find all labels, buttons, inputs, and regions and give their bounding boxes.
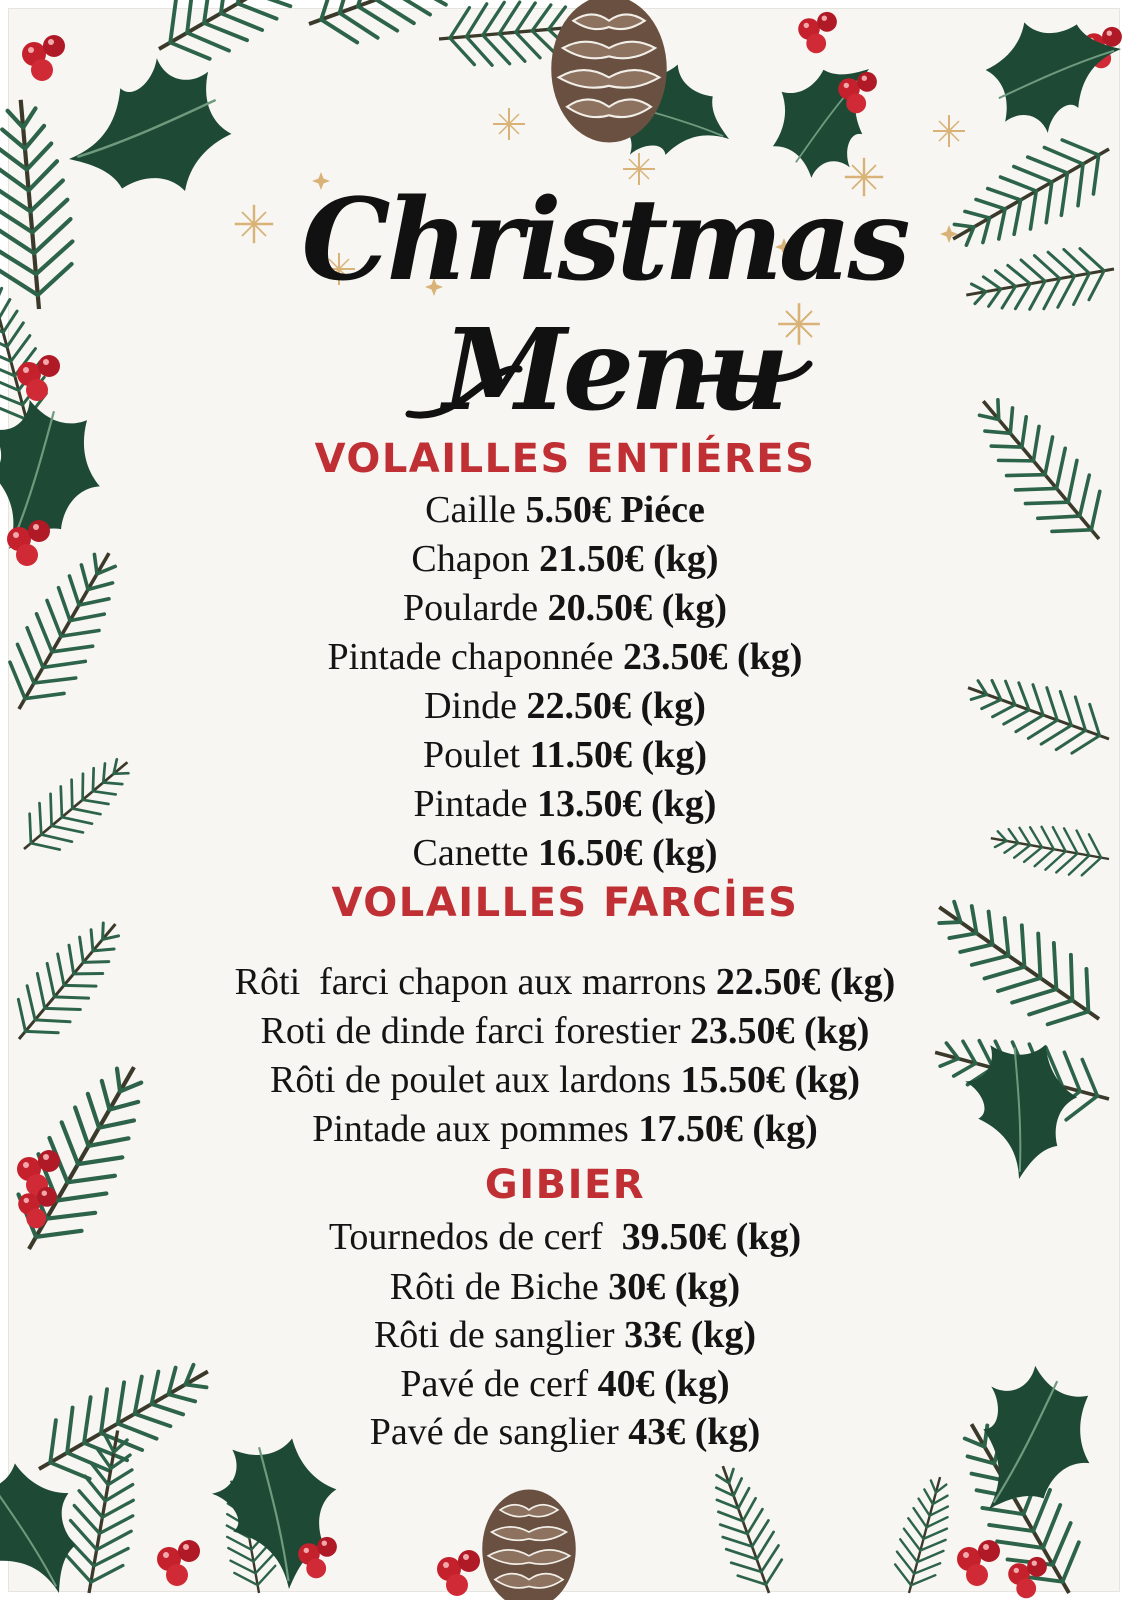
item-price: 40€ (kg) [597,1363,730,1405]
item-price: 21.50€ (kg) [539,538,719,580]
item-name: Rôti de poulet aux lardons [270,1059,681,1101]
item-name: Roti de dinde farci forestier [260,1010,690,1052]
menu-item [9,830,1121,876]
item-price: 15.50€ (kg) [680,1059,860,1101]
item-name: Rôti farci chapon aux marrons [234,961,716,1003]
item-price: 11.50€ (kg) [529,734,707,776]
item-price: 5.50€ Piéce [525,489,705,531]
menu-item [9,634,1121,680]
item-name: Chapon [411,538,540,580]
item-price: 39.50€ (kg) [621,1216,802,1258]
item-name: Pavé de sanglier [369,1411,629,1453]
item-name: Tournedos de cerf [328,1216,622,1258]
section-title-gibier: GIBIER [484,1162,646,1208]
item-price: 23.50€ (kg) [623,636,803,678]
menu-body [9,9,1121,1593]
item-name: Pintade [413,783,538,825]
item-name: Dinde [424,685,527,727]
item-price: 23.50€ (kg) [690,1010,870,1052]
item-name: Pavé de cerf [400,1363,598,1405]
menu-item [9,683,1121,729]
section-title-volailles-entieres: VOLAILLES ENTIÉRES [314,436,816,482]
menu-item [9,1008,1121,1054]
menu-item [9,536,1121,582]
item-name: Pintade aux pommes [312,1108,639,1150]
menu-item [9,1264,1121,1310]
item-name: Rôti de sanglier [373,1314,625,1356]
title-line-2: Menu [442,305,786,436]
section-title-volailles-farcies: VOLAILLES FARCİES [331,880,799,926]
item-name: Poularde [402,587,548,629]
item-name: Pintade chaponnée [327,636,623,678]
item-price: 43€ (kg) [628,1411,761,1453]
item-price: 13.50€ (kg) [537,783,717,825]
item-price: 22.50€ (kg) [526,685,706,727]
menu-item [9,1057,1121,1103]
item-price: 30€ (kg) [608,1266,741,1308]
menu-item [9,732,1121,778]
menu-item [9,585,1121,631]
menu-item [9,487,1121,533]
item-price: 22.50€ (kg) [715,961,896,1003]
title-line-1: Christmas [301,175,907,306]
menu-item [9,1214,1121,1260]
item-price: 33€ (kg) [624,1314,757,1356]
menu-page [8,8,1120,1592]
item-name: Canette [412,832,539,874]
menu-item [9,1361,1121,1407]
item-price: 17.50€ (kg) [638,1108,818,1150]
item-price: 20.50€ (kg) [547,587,728,629]
item-name: Poulet [423,734,530,776]
menu-item [9,1106,1121,1152]
item-name: Caille [425,489,526,531]
menu-item [9,1409,1121,1455]
menu-item [9,1312,1121,1358]
item-name: Rôti de Biche [389,1266,609,1308]
menu-item [9,781,1121,827]
menu-item [9,959,1121,1005]
item-price: 16.50€ (kg) [538,832,718,874]
